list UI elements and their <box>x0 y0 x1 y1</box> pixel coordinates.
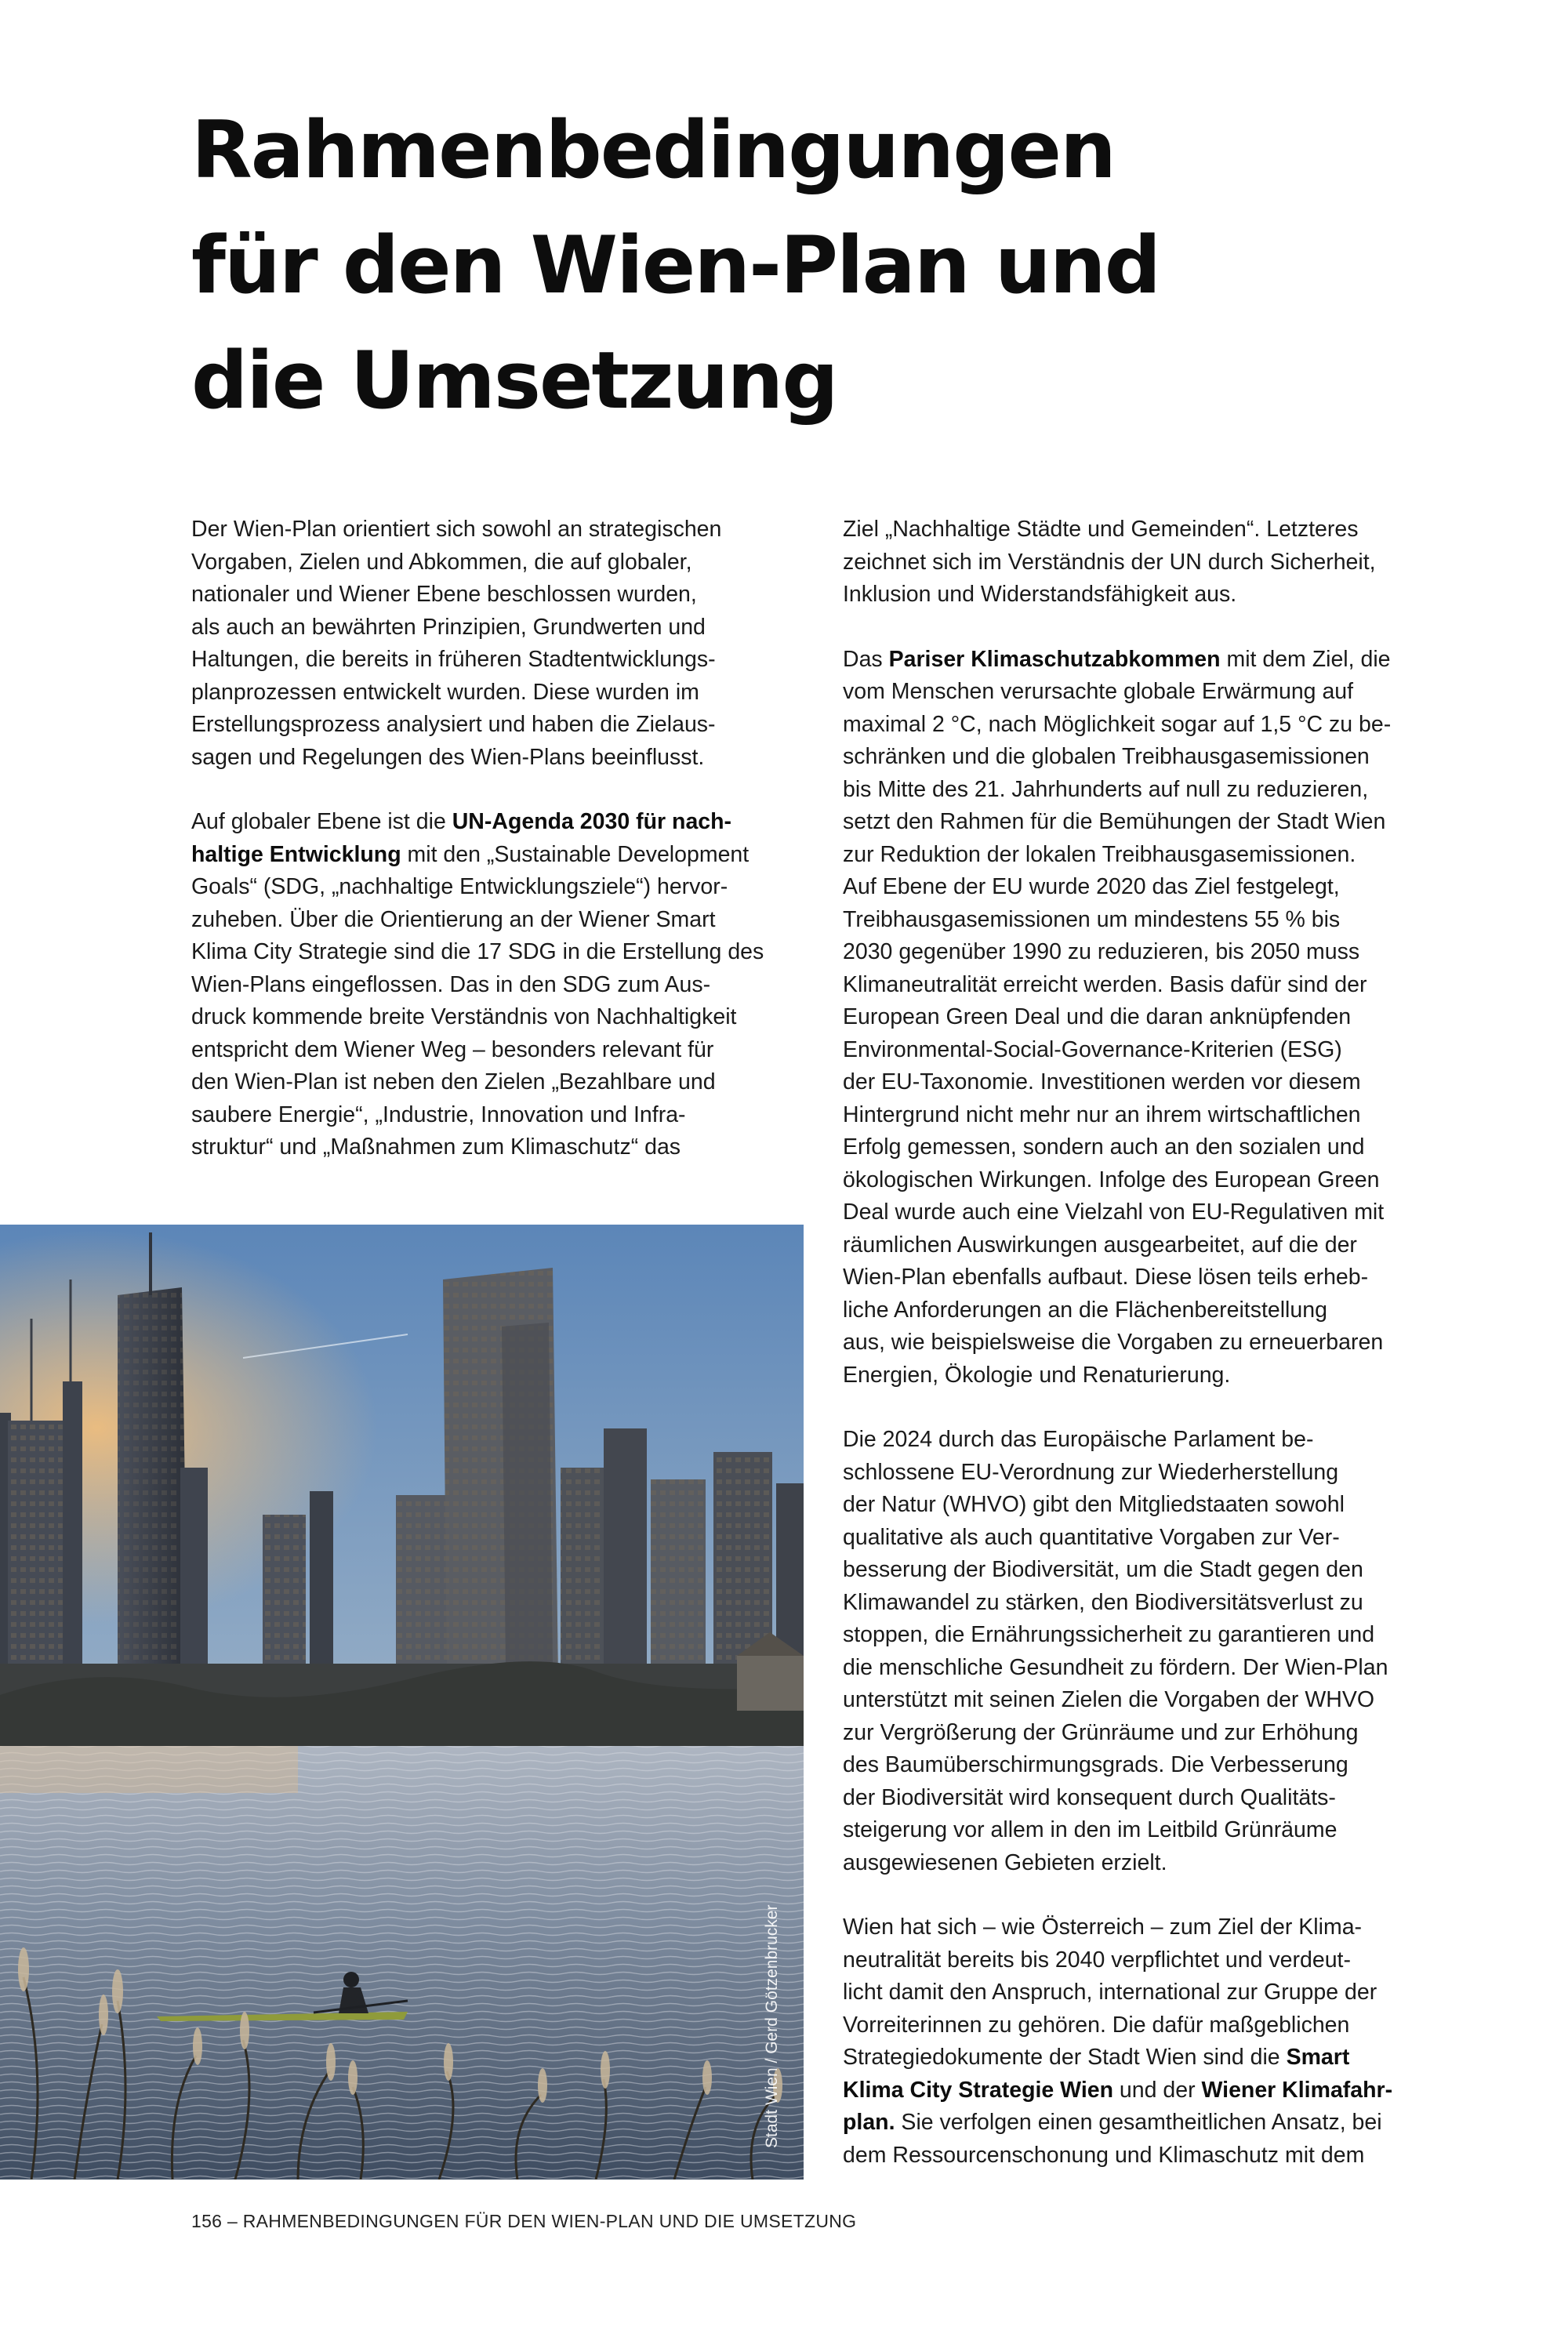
text-run: Hintergrund nicht mehr nur an ihrem wirtschaftlichen <box>843 1102 1361 1127</box>
title-line: Rahmenbedingungen <box>191 103 1115 196</box>
text-run: neutralität bereits bis 2040 verpflichtet und verdeut- <box>843 1947 1351 1973</box>
text-line <box>843 1327 1470 1359</box>
text-line <box>191 1066 818 1099</box>
text-line <box>843 2140 1470 2172</box>
paragraph <box>843 644 1470 1392</box>
text-run: struktur“ und „Maßnahmen zum Klimaschutz“ das <box>191 1134 681 1160</box>
text-line <box>843 644 1470 677</box>
text-run: Wien-Plan ebenfalls aufbaut. Diese lösen teils erheb- <box>843 1265 1369 1290</box>
text-run: Vorgaben, Zielen und Abkommen, die auf globaler, <box>191 549 692 575</box>
text-line <box>843 1587 1470 1620</box>
bold-term: UN-Agenda 2030 für nach- <box>452 809 732 834</box>
text-line <box>843 904 1470 937</box>
text-run: druck kommende breite Verständnis von Nachhaltigkeit <box>191 1004 737 1029</box>
text-run: stoppen, die Ernährungssicherheit zu garantieren und <box>843 1622 1375 1647</box>
text-line <box>191 839 818 872</box>
text-run: mit dem Ziel, die <box>1220 646 1391 672</box>
title-line: die Umsetzung <box>191 334 837 426</box>
text-line <box>843 1001 1470 1034</box>
text-line <box>843 1911 1470 1944</box>
text-run: Auf globaler Ebene ist die <box>191 809 452 834</box>
text-run: aus, wie beispielsweise die Vorgaben zu erneuerbaren <box>843 1330 1384 1355</box>
bold-term: Pariser Klimaschutzabkommen <box>888 646 1221 672</box>
text-run: nationaler und Wiener Ebene beschlossen wurden, <box>191 582 697 607</box>
text-run: planprozessen entwickelt wurden. Diese wurden im <box>191 679 699 705</box>
text-line <box>843 2074 1470 2107</box>
bold-term: plan. <box>843 2110 895 2135</box>
text-line <box>191 1034 818 1067</box>
text-line <box>843 806 1470 839</box>
paragraph <box>843 514 1470 612</box>
text-line <box>843 1131 1470 1164</box>
text-run: saubere Energie“, „Industrie, Innovation und Infra- <box>191 1102 686 1127</box>
text-run: Vorreiterinnen zu gehören. Die dafür maßgeblichen <box>843 2012 1350 2038</box>
text-run: Klimawandel zu stärken, den Biodiversitätsverlust zu <box>843 1589 1363 1615</box>
text-line <box>843 2107 1470 2140</box>
text-line <box>843 1294 1470 1327</box>
bold-term: Klima City Strategie Wien <box>843 2077 1113 2103</box>
text-line <box>843 579 1470 612</box>
text-run: Environmental-Social-Governance-Kriterien (ESG) <box>843 1036 1342 1062</box>
text-line <box>191 936 818 969</box>
text-run: maximal 2 °C, nach Möglichkeit sogar auf 1,5 °C zu be- <box>843 711 1392 737</box>
text-run: der Natur (WHVO) gibt den Mitgliedstaaten sowohl <box>843 1492 1345 1517</box>
left-text-column <box>191 514 818 1164</box>
bold-term: Smart <box>1286 2045 1350 2070</box>
text-run: Ziel „Nachhaltige Städte und Gemeinden“. Letzteres <box>843 517 1359 542</box>
text-line <box>843 1424 1470 1457</box>
text-run: zeichnet sich im Verständnis der UN durch Sicherheit, <box>843 549 1376 575</box>
text-line <box>191 709 818 742</box>
text-line <box>843 839 1470 872</box>
vienna-skyline-photo <box>0 1225 804 2180</box>
text-run: zur Reduktion der lokalen Treibhausgasemissionen. <box>843 841 1356 867</box>
text-line <box>843 1749 1470 1782</box>
text-line <box>843 741 1470 774</box>
text-line <box>843 1652 1470 1685</box>
text-run: vom Menschen verursachte globale Erwärmung auf <box>843 679 1354 704</box>
text-run: Klimaneutralität erreicht werden. Basis dafür sind der <box>843 971 1367 997</box>
bold-term: Wiener Klimafahr- <box>1201 2077 1393 2103</box>
text-run: Strategiedokumente der Stadt Wien sind die <box>843 2045 1287 2070</box>
title-line: für den Wien-Plan und <box>191 219 1160 311</box>
paragraph <box>843 1424 1470 1879</box>
text-run: Auf Ebene der EU wurde 2020 das Ziel festgelegt, <box>843 874 1340 899</box>
right-text-column <box>843 514 1470 2172</box>
text-run: den Wien-Plan ist neben den Zielen „Bezahlbare und <box>191 1069 716 1094</box>
text-run: der Biodiversität wird konsequent durch Qualitäts- <box>843 1784 1336 1810</box>
text-run: Wien hat sich – wie Österreich – zum Ziel der Klima- <box>843 1915 1363 1940</box>
text-line <box>843 1522 1470 1555</box>
text-line <box>191 969 818 1002</box>
text-run: liche Anforderungen an die Flächenbereitstellung <box>843 1297 1327 1323</box>
text-line <box>843 1976 1470 2009</box>
paragraph <box>191 514 818 774</box>
text-line <box>191 806 818 839</box>
photo-credit: Stadt Wien / Gerd Götzenbrucker <box>763 1904 781 2148</box>
text-run: sagen und Regelungen des Wien-Plans beeinflusst. <box>191 744 705 770</box>
text-line <box>843 1847 1470 1880</box>
text-line <box>843 1619 1470 1652</box>
text-line <box>191 871 818 904</box>
text-run: Wien-Plans eingeflossen. Das in den SDG zum Aus- <box>191 971 711 997</box>
text-line <box>843 1554 1470 1587</box>
text-line <box>843 514 1470 546</box>
text-run: Deal wurde auch eine Vielzahl von EU-Regulativen mit <box>843 1200 1385 1225</box>
text-line <box>191 1099 818 1132</box>
bold-term: haltige Entwicklung <box>191 841 401 867</box>
text-line <box>843 709 1470 742</box>
text-run: der EU-Taxonomie. Investitionen werden vor diesem <box>843 1069 1361 1094</box>
text-line <box>843 2042 1470 2074</box>
text-line <box>843 2009 1470 2042</box>
text-run: Sie verfolgen einen gesamtheitlichen Ansatz, bei <box>895 2110 1382 2135</box>
text-line <box>191 546 818 579</box>
text-run: schlossene EU-Verordnung zur Wiederherstellung <box>843 1459 1339 1485</box>
text-run: Energien, Ökologie und Renaturierung. <box>843 1362 1231 1388</box>
text-run: besserung der Biodiversität, um die Stadt gegen den <box>843 1557 1363 1582</box>
text-line <box>843 1814 1470 1847</box>
text-run: bis Mitte des 21. Jahrhunderts auf null zu reduzieren, <box>843 776 1369 802</box>
text-run: schränken und die globalen Treibhausgasemissionen <box>843 744 1370 769</box>
text-line <box>843 1782 1470 1815</box>
text-run: unterstützt mit seinen Zielen die Vorgaben der WHVO <box>843 1687 1375 1712</box>
text-line <box>843 546 1470 579</box>
text-line <box>843 676 1470 709</box>
text-run: ökologischen Wirkungen. Infolge des European Green <box>843 1167 1380 1192</box>
text-run: Der Wien-Plan orientiert sich sowohl an strategischen <box>191 517 722 542</box>
text-line <box>191 644 818 677</box>
text-line <box>191 677 818 710</box>
text-run: räumlichen Auswirkungen ausgearbeitet, auf die der <box>843 1232 1357 1258</box>
text-run: zur Vergrößerung der Grünräume und zur Erhöhung <box>843 1719 1359 1745</box>
text-run: zuheben. Über die Orientierung an der Wiener Smart <box>191 906 716 932</box>
text-run: Erfolg gemessen, sondern auch an den sozialen und <box>843 1134 1365 1160</box>
text-run: und der <box>1113 2077 1202 2103</box>
paragraph <box>191 806 818 1164</box>
text-run: die menschliche Gesundheit zu fördern. Der Wien-Plan <box>843 1654 1388 1680</box>
text-run: Goals“ (SDG, „nachhaltige Entwicklungsziele“) hervor- <box>191 874 728 899</box>
text-run: qualitative als auch quantitative Vorgaben zur Ver- <box>843 1524 1340 1550</box>
text-run: Die 2024 durch das Europäische Parlament be- <box>843 1427 1314 1452</box>
text-line <box>191 514 818 546</box>
text-run: dem Ressourcenschonung und Klimaschutz mit dem <box>843 2142 1365 2168</box>
text-line <box>191 579 818 612</box>
text-run: setzt den Rahmen für die Bemühungen der Stadt Wien <box>843 809 1386 834</box>
text-line <box>191 1001 818 1034</box>
text-run: ausgewiesenen Gebieten erzielt. <box>843 1849 1167 1875</box>
text-run: European Green Deal und die daran anknüpfenden <box>843 1004 1352 1029</box>
text-line <box>843 1457 1470 1490</box>
page-footer: 156 – RAHMENBEDINGUNGEN FÜR DEN WIEN-PLAN UND DIE UMSETZUNG <box>191 2211 857 2231</box>
text-line <box>191 612 818 644</box>
text-run: des Baumüberschirmungsgrads. Die Verbesserung <box>843 1752 1348 1777</box>
page-title <box>191 93 1367 438</box>
text-run: 2030 gegenüber 1990 zu reduzieren, bis 2050 muss <box>843 939 1360 964</box>
text-line <box>843 1359 1470 1392</box>
text-line <box>843 1717 1470 1750</box>
text-run: Das <box>843 646 889 672</box>
text-run: entspricht dem Wiener Weg – besonders relevant für <box>191 1036 714 1062</box>
text-run: Klima City Strategie sind die 17 SDG in die Erstellung des <box>191 939 764 964</box>
text-run: Erstellungsprozess analysiert und haben die Zielaus- <box>191 712 716 737</box>
text-line <box>843 774 1470 807</box>
text-line <box>843 1684 1470 1717</box>
text-line <box>843 1944 1470 1977</box>
text-run: Haltungen, die bereits in früheren Stadtentwicklungs- <box>191 647 716 672</box>
text-line <box>843 1489 1470 1522</box>
text-run: als auch an bewährten Prinzipien, Grundwerten und <box>191 614 706 640</box>
text-line <box>843 1066 1470 1099</box>
text-line <box>843 1099 1470 1132</box>
text-line <box>843 1164 1470 1197</box>
text-line <box>843 1034 1470 1067</box>
text-line <box>843 1261 1470 1294</box>
paragraph <box>843 1911 1470 2172</box>
text-line <box>191 904 818 937</box>
text-run: Inklusion und Widerstandsfähigkeit aus. <box>843 582 1237 607</box>
text-run: Treibhausgasemissionen um mindestens 55 % bis <box>843 906 1341 932</box>
text-line <box>843 936 1470 969</box>
text-run: licht damit den Anspruch, international zur Gruppe der <box>843 1980 1377 2005</box>
text-line <box>843 969 1470 1002</box>
text-run: mit den „Sustainable Development <box>401 841 750 867</box>
text-run: steigerung vor allem in den im Leitbild Grünräume <box>843 1817 1338 1842</box>
text-line <box>191 1131 818 1164</box>
text-line <box>843 1229 1470 1262</box>
text-line <box>191 742 818 775</box>
text-line <box>843 1196 1470 1229</box>
text-line <box>843 871 1470 904</box>
